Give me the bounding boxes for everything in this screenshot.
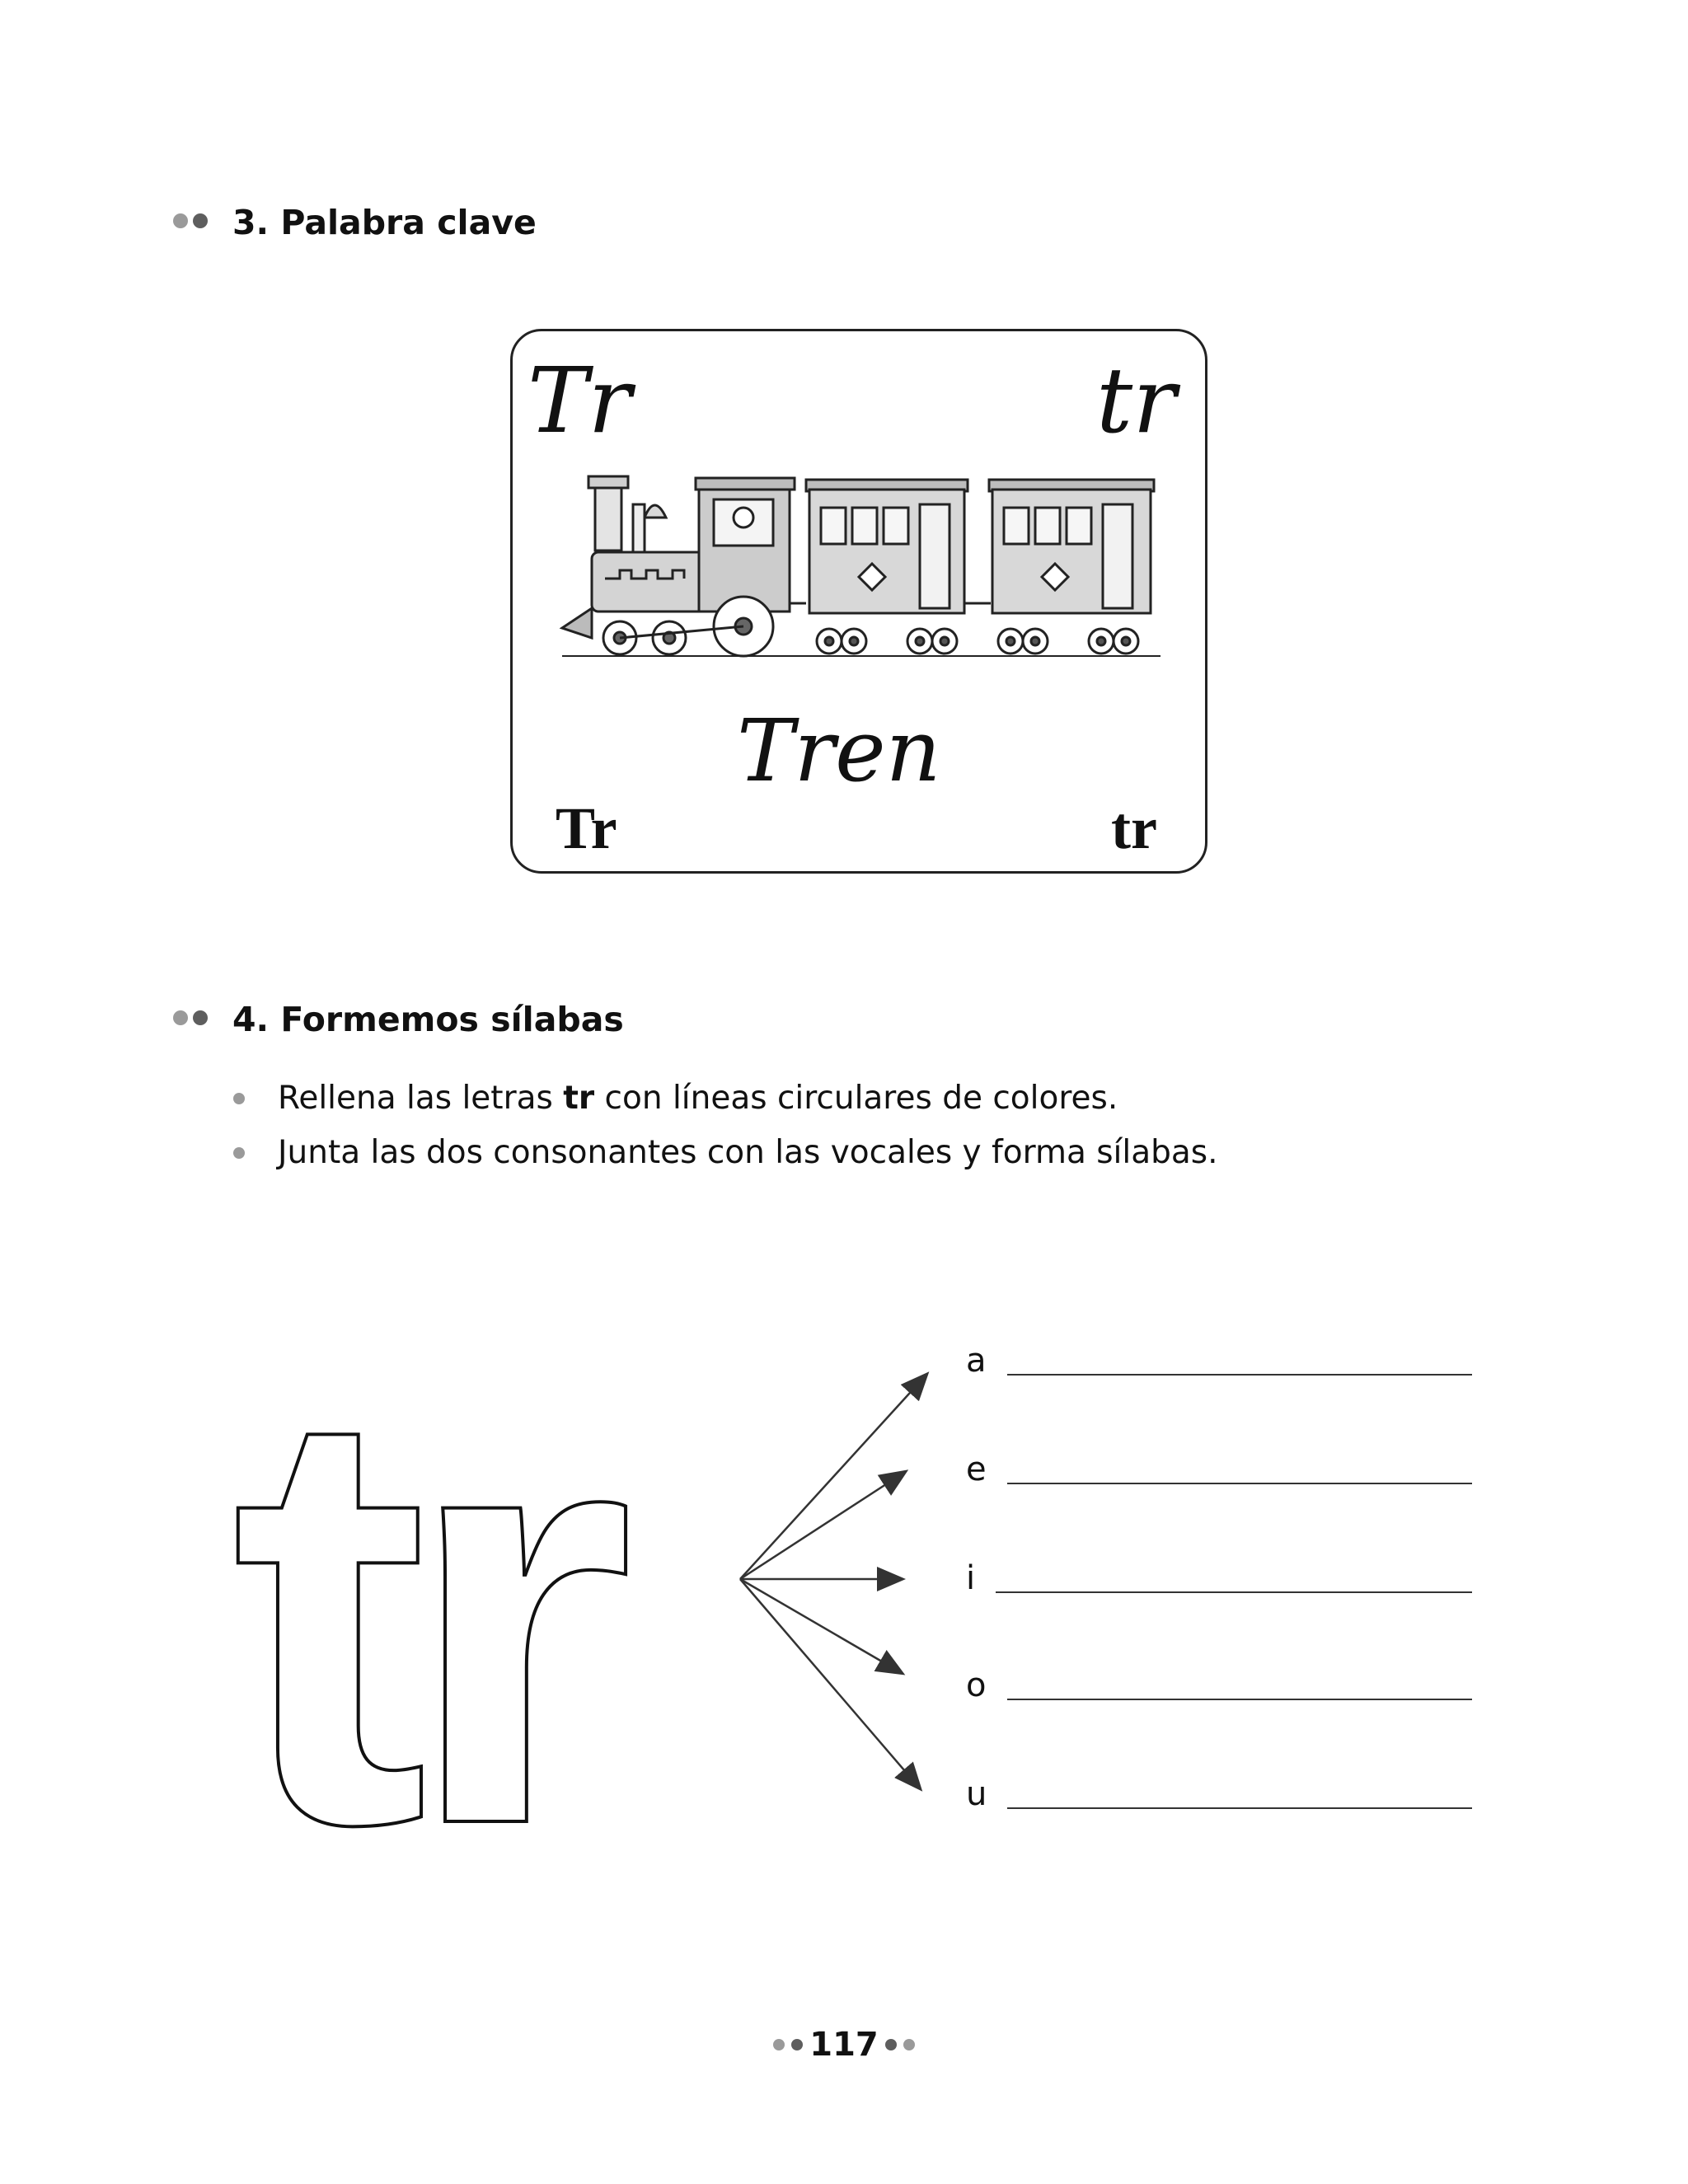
print-uppercase-tr: Tr xyxy=(556,795,617,861)
dot-light xyxy=(773,2039,785,2050)
vowel-o: o xyxy=(966,1666,987,1704)
section-4-title: 4. Formemos sílabas xyxy=(232,1000,624,1039)
writing-line-e[interactable] xyxy=(1007,1483,1472,1484)
writing-line-i[interactable] xyxy=(996,1591,1472,1593)
writing-line-u[interactable] xyxy=(1007,1807,1472,1809)
vowel-u: u xyxy=(966,1775,987,1813)
cursive-lowercase-tr: tr xyxy=(1096,348,1176,453)
writing-line-o[interactable] xyxy=(1007,1699,1472,1700)
page-number xyxy=(0,2026,1688,2064)
instruction-text: Rellena las letras xyxy=(278,1080,564,1117)
arrow-to-o xyxy=(740,1579,902,1673)
vowel-e: e xyxy=(966,1451,987,1488)
writing-line-a[interactable] xyxy=(1007,1374,1472,1376)
print-lowercase-tr: tr xyxy=(1111,795,1157,861)
dot-light xyxy=(903,2039,915,2050)
section-3-title: 3. Palabra clave xyxy=(232,203,537,242)
vowel-a: a xyxy=(966,1342,987,1380)
cursive-word-tren: Tren xyxy=(737,701,941,801)
dot-dark xyxy=(885,2039,897,2050)
instruction-bold-letters: tr xyxy=(563,1080,595,1117)
instruction-text: con líneas circulares de colores. xyxy=(594,1080,1118,1117)
instruction-text: Junta las dos consonantes con las vocales y forma sílabas. xyxy=(278,1134,1218,1171)
page-number-text: 117 xyxy=(809,2026,879,2064)
arrow-to-u xyxy=(740,1579,920,1788)
vowel-i: i xyxy=(966,1559,976,1597)
big-outline-letters: tr xyxy=(231,1284,610,1947)
dot-dark xyxy=(791,2039,803,2050)
cursive-uppercase-tr: Tr xyxy=(528,348,631,453)
